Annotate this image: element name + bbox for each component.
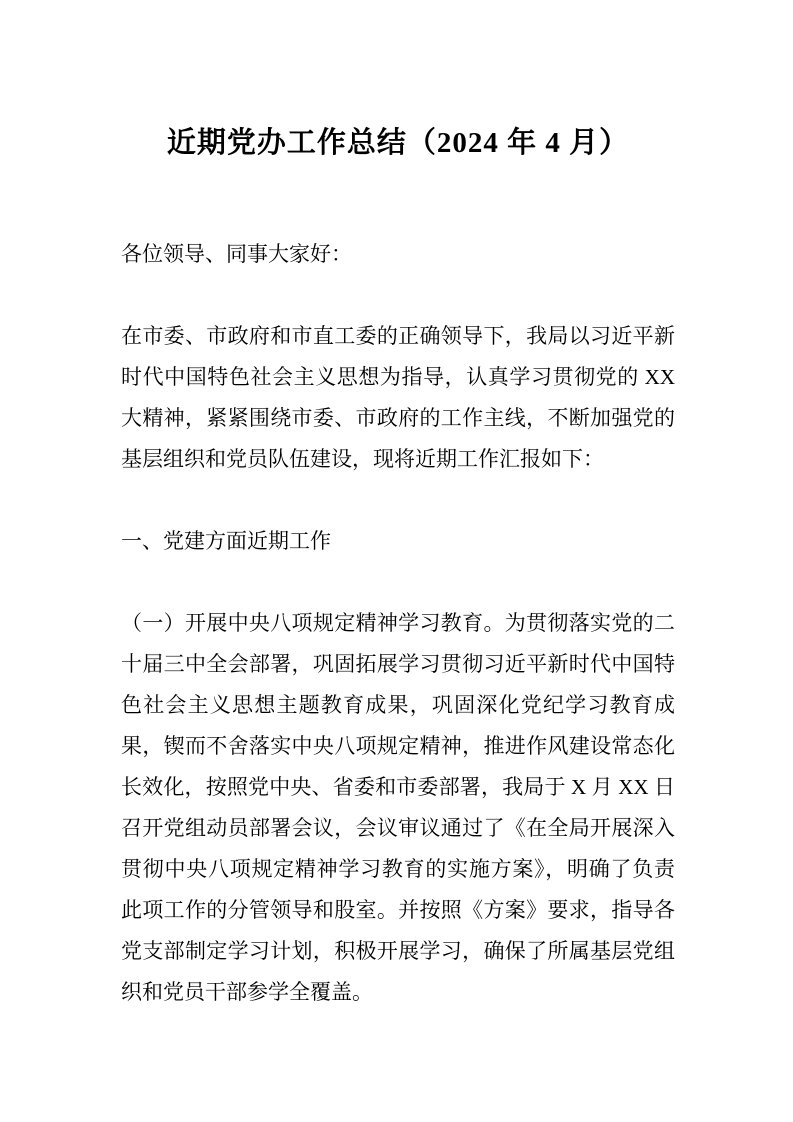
section-heading-1: 一、党建方面近期工作 bbox=[121, 529, 331, 553]
paragraph-section-1-item-1: （一）开展中央八项规定精神学习教育。为贯彻落实党的二十届三中全会部署，巩固拓展学习贯彻习近平新时代中国特色社会主义思想主题教育成果，巩固深化党纪学习教育成果，锲而不舍落实中央八项规定精神，推进作风建设常态化长效化，按照党中央、省委和市委部署，我局于 X 月 XX 日召开党组动员部署会议，会议审议通过了《在全局开展深入贯彻中央八项规定精神学习教育的实施方案》，明确了负责此项工作的分管领导和股室。并按照《方案》要求，指导各党支部制定学习计划，积极开展学习，确保了所属基层党组织和党员干部参学全覆盖。 bbox=[121, 611, 675, 1004]
paragraph-intro: 在市委、市政府和市直工委的正确领导下，我局以习近平新时代中国特色社会主义思想为指导，认真学习贯彻党的 XX 大精神，紧紧围绕市委、市政府的工作主线，不断加强党的基层组织和党员队伍建设，现将近期工作汇报如下： bbox=[121, 324, 675, 471]
document-title: 近期党办工作总结（2024 年 4 月） bbox=[166, 127, 630, 159]
paragraph-salutation: 各位领导、同事大家好： bbox=[121, 242, 352, 266]
